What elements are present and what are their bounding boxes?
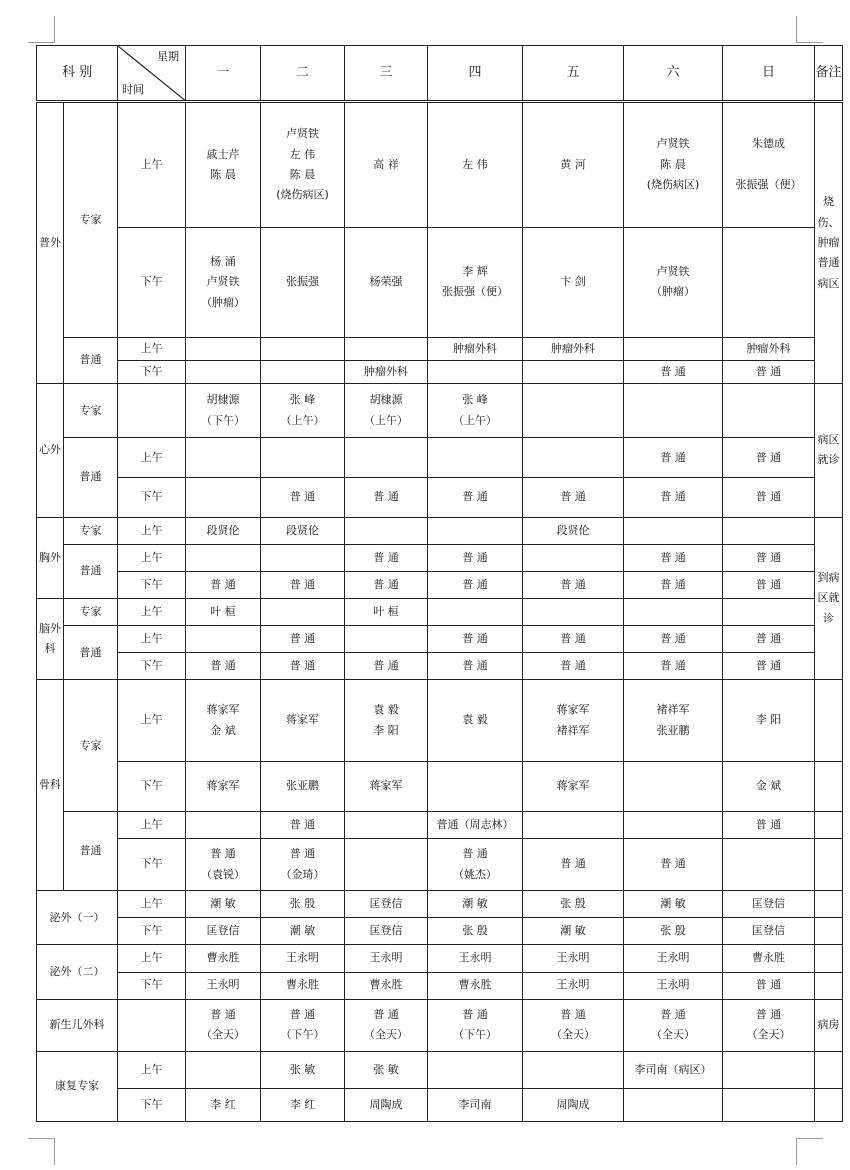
dept-miwai-1: 泌外（一） bbox=[37, 891, 118, 945]
schedule-cell bbox=[523, 1051, 624, 1089]
schedule-cell: 普 通 bbox=[345, 571, 428, 598]
schedule-cell bbox=[186, 338, 261, 361]
schedule-cell: 李 辉 张振强（便） bbox=[428, 227, 523, 338]
schedule-cell bbox=[261, 544, 345, 571]
type-general: 普通 bbox=[64, 626, 118, 680]
schedule-cell bbox=[523, 438, 624, 478]
time-am: 上午 bbox=[118, 891, 186, 918]
time-pm: 下午 bbox=[118, 761, 186, 811]
dept-xinshenger: 新生儿外科 bbox=[37, 999, 118, 1051]
schedule-cell bbox=[523, 811, 624, 838]
note-empty bbox=[815, 680, 843, 761]
schedule-cell bbox=[428, 599, 523, 626]
note-puwai: 烧伤、肿瘤普通病区 bbox=[815, 102, 843, 384]
schedule-cell: 匡登信 bbox=[186, 918, 261, 945]
schedule-cell: 王永明 bbox=[428, 945, 523, 972]
header-department: 科 别 bbox=[37, 46, 118, 102]
schedule-cell bbox=[523, 544, 624, 571]
schedule-cell: 蒋家军 bbox=[523, 761, 624, 811]
schedule-cell bbox=[261, 338, 345, 361]
schedule-cell bbox=[428, 361, 523, 384]
schedule-cell bbox=[261, 438, 345, 478]
schedule-cell: 普 通 bbox=[723, 544, 815, 571]
type-general: 普通 bbox=[64, 338, 118, 384]
schedule-cell: 杨荣强 bbox=[345, 227, 428, 338]
note-empty bbox=[815, 761, 843, 811]
schedule-cell: 普 通 bbox=[723, 811, 815, 838]
schedule-cell: 张 殷 bbox=[261, 891, 345, 918]
note-empty bbox=[815, 972, 843, 999]
schedule-cell bbox=[523, 384, 624, 438]
header-diagonal-cell bbox=[118, 46, 186, 102]
schedule-cell: 段贤伦 bbox=[186, 517, 261, 544]
schedule-cell: 张振强 bbox=[261, 227, 345, 338]
note-empty bbox=[815, 811, 843, 838]
schedule-cell: 段贤伦 bbox=[261, 517, 345, 544]
schedule-cell: 金 斌 bbox=[723, 761, 815, 811]
schedule-cell bbox=[624, 384, 723, 438]
schedule-cell: 普 通 bbox=[624, 839, 723, 891]
schedule-cell: 曹永胜 bbox=[428, 972, 523, 999]
time-empty bbox=[118, 384, 186, 438]
schedule-cell: 王永明 bbox=[345, 945, 428, 972]
crop-mark-top-right bbox=[796, 16, 823, 43]
schedule-cell: 王永明 bbox=[523, 945, 624, 972]
schedule-cell: 普 通 bbox=[624, 438, 723, 478]
dept-kangfu: 康复专家 bbox=[37, 1051, 118, 1121]
header-weekday: 星期 bbox=[157, 50, 180, 63]
schedule-cell: 普 通 （全天） bbox=[345, 999, 428, 1051]
crop-mark-bottom-right bbox=[796, 1138, 823, 1165]
schedule-cell: 叶 桓 bbox=[345, 599, 428, 626]
schedule-cell: 肿瘤外科 bbox=[345, 361, 428, 384]
schedule-cell: 普 通 bbox=[261, 571, 345, 598]
schedule-cell: 叶 桓 bbox=[186, 599, 261, 626]
schedule-cell bbox=[723, 1051, 815, 1089]
schedule-cell bbox=[186, 626, 261, 653]
schedule-cell: 普 通 bbox=[523, 653, 624, 680]
type-expert: 专家 bbox=[64, 680, 118, 811]
schedule-cell bbox=[261, 599, 345, 626]
schedule-cell bbox=[723, 517, 815, 544]
schedule-cell: 普 通 bbox=[723, 438, 815, 478]
schedule-cell: 普 通 bbox=[523, 571, 624, 598]
time-am: 上午 bbox=[118, 544, 186, 571]
type-general: 普通 bbox=[64, 438, 118, 517]
schedule-cell: 曹永胜 bbox=[186, 945, 261, 972]
schedule-cell bbox=[186, 544, 261, 571]
schedule-cell: 张 敏 bbox=[345, 1051, 428, 1089]
schedule-cell bbox=[723, 599, 815, 626]
schedule-cell: 戚士芹 陈 晨 bbox=[186, 102, 261, 227]
header-day: 四 bbox=[428, 46, 523, 102]
schedule-cell bbox=[186, 811, 261, 838]
schedule-cell: 普 通 bbox=[523, 626, 624, 653]
schedule-cell: 王永明 bbox=[523, 972, 624, 999]
time-am: 上午 bbox=[118, 811, 186, 838]
schedule-cell: 蒋家军 bbox=[261, 680, 345, 761]
schedule-cell: 普 通 bbox=[723, 571, 815, 598]
schedule-cell: 普 通 bbox=[624, 626, 723, 653]
schedule-cell bbox=[523, 361, 624, 384]
schedule-cell bbox=[624, 811, 723, 838]
time-am: 上午 bbox=[118, 680, 186, 761]
time-pm: 下午 bbox=[118, 361, 186, 384]
header-day: 六 bbox=[624, 46, 723, 102]
schedule-cell bbox=[186, 1051, 261, 1089]
schedule-cell: 普 通 （全天） bbox=[723, 999, 815, 1051]
header-notes: 备注 bbox=[815, 46, 843, 102]
dept-xiongwai: 胸外 bbox=[37, 517, 64, 598]
schedule-cell: 普 通 bbox=[523, 478, 624, 518]
schedule-cell: 普 通 （全天） bbox=[624, 999, 723, 1051]
schedule-cell: 潮 敏 bbox=[523, 918, 624, 945]
type-expert: 专家 bbox=[64, 599, 118, 626]
schedule-cell: 李 阳 bbox=[723, 680, 815, 761]
crop-mark-top-left bbox=[28, 16, 55, 43]
time-empty bbox=[118, 999, 186, 1051]
schedule-cell: 普 通 bbox=[624, 544, 723, 571]
schedule-cell: 普 通 （姚杰） bbox=[428, 839, 523, 891]
schedule-cell: 蒋家军 褚祥军 bbox=[523, 680, 624, 761]
header-day: 二 bbox=[261, 46, 345, 102]
schedule-cell: 普 通 bbox=[523, 839, 624, 891]
schedule-cell bbox=[723, 227, 815, 338]
schedule-cell: 蒋家军 bbox=[186, 761, 261, 811]
header-day: 一 bbox=[186, 46, 261, 102]
schedule-cell: 普 通 bbox=[723, 361, 815, 384]
type-general: 普通 bbox=[64, 811, 118, 890]
schedule-cell: 普 通 bbox=[428, 478, 523, 518]
schedule-cell: 普 通 bbox=[624, 361, 723, 384]
schedule-cell: 普 通 （下午） bbox=[261, 999, 345, 1051]
schedule-cell: 王永明 bbox=[261, 945, 345, 972]
schedule-cell: 张亚鹏 bbox=[261, 761, 345, 811]
schedule-cell bbox=[186, 478, 261, 518]
schedule-cell: 卢贤铁 （肿瘤） bbox=[624, 227, 723, 338]
time-pm: 下午 bbox=[118, 571, 186, 598]
schedule-cell: 肿瘤外科 bbox=[723, 338, 815, 361]
note-empty bbox=[815, 918, 843, 945]
schedule-cell: 王永明 bbox=[624, 972, 723, 999]
schedule-cell: 卢贤铁 陈 晨 (烧伤病区) bbox=[624, 102, 723, 227]
schedule-cell: 卞 剑 bbox=[523, 227, 624, 338]
schedule-cell bbox=[428, 1051, 523, 1089]
note-empty bbox=[815, 891, 843, 918]
type-general: 普通 bbox=[64, 544, 118, 598]
schedule-cell bbox=[624, 599, 723, 626]
schedule-cell: 普 通 bbox=[723, 972, 815, 999]
schedule-cell: 蒋家军 金 斌 bbox=[186, 680, 261, 761]
time-am: 上午 bbox=[118, 945, 186, 972]
schedule-cell: 普 通 bbox=[186, 571, 261, 598]
schedule-cell: 曹永胜 bbox=[345, 972, 428, 999]
schedule-cell: 普 通 bbox=[624, 571, 723, 598]
note-xinwai: 病区就诊 bbox=[815, 384, 843, 518]
schedule-cell bbox=[186, 438, 261, 478]
type-expert: 专家 bbox=[64, 102, 118, 338]
schedule-cell: 曹永胜 bbox=[261, 972, 345, 999]
schedule-cell bbox=[624, 1089, 723, 1122]
schedule-cell: 普 通 （全天） bbox=[186, 999, 261, 1051]
schedule-cell bbox=[186, 361, 261, 384]
schedule-cell: 普 通 bbox=[186, 653, 261, 680]
time-pm: 下午 bbox=[118, 918, 186, 945]
schedule-cell bbox=[428, 438, 523, 478]
schedule-cell: 张 殷 bbox=[523, 891, 624, 918]
dept-miwai-2: 泌外（二） bbox=[37, 945, 118, 999]
schedule-cell: 肿瘤外科 bbox=[428, 338, 523, 361]
schedule-cell: 匡登信 bbox=[345, 918, 428, 945]
schedule-cell bbox=[723, 1089, 815, 1122]
schedule-cell: 普 通 （金琦） bbox=[261, 839, 345, 891]
note-empty bbox=[815, 839, 843, 891]
schedule-cell: 普 通 bbox=[345, 653, 428, 680]
schedule-cell bbox=[723, 839, 815, 891]
schedule-cell bbox=[345, 438, 428, 478]
header-day: 日 bbox=[723, 46, 815, 102]
time-pm: 下午 bbox=[118, 478, 186, 518]
time-pm: 下午 bbox=[118, 972, 186, 999]
schedule-cell: 普 通 bbox=[261, 653, 345, 680]
schedule-cell: 朱德成 张振强（便） bbox=[723, 102, 815, 227]
schedule-cell: 潮 敏 bbox=[428, 891, 523, 918]
time-am: 上午 bbox=[118, 626, 186, 653]
type-expert: 专家 bbox=[64, 384, 118, 438]
schedule-cell: 周陶成 bbox=[345, 1089, 428, 1122]
schedule-cell bbox=[345, 517, 428, 544]
time-am: 上午 bbox=[118, 1051, 186, 1089]
schedule-cell bbox=[345, 338, 428, 361]
schedule-cell: 蒋家军 bbox=[345, 761, 428, 811]
time-am: 上午 bbox=[118, 338, 186, 361]
schedule-cell: 左 伟 bbox=[428, 102, 523, 227]
schedule-cell: 普 通 bbox=[428, 544, 523, 571]
schedule-cell: 潮 敏 bbox=[186, 891, 261, 918]
schedule-cell: 张 峰 （上午） bbox=[261, 384, 345, 438]
schedule-cell: 张 殷 bbox=[624, 918, 723, 945]
dept-puwai: 普外 bbox=[37, 102, 64, 384]
schedule-cell: 匡登信 bbox=[723, 891, 815, 918]
schedule-cell: 普 通 bbox=[624, 653, 723, 680]
schedule-cell: 普 通 bbox=[723, 478, 815, 518]
header-time: 时间 bbox=[122, 83, 145, 97]
schedule-cell: 普 通 （下午） bbox=[428, 999, 523, 1051]
schedule-cell: 普 通 bbox=[261, 478, 345, 518]
schedule-cell: 胡棣源 （上午） bbox=[345, 384, 428, 438]
schedule-cell: 普 通 bbox=[428, 571, 523, 598]
schedule-cell: 李 红 bbox=[261, 1089, 345, 1122]
note-empty bbox=[815, 945, 843, 972]
schedule-cell: 周陶成 bbox=[523, 1089, 624, 1122]
schedule-cell bbox=[624, 517, 723, 544]
schedule-cell bbox=[345, 811, 428, 838]
schedule-cell: 袁 毅 李 阳 bbox=[345, 680, 428, 761]
schedule-cell bbox=[624, 338, 723, 361]
note-empty bbox=[815, 1089, 843, 1122]
schedule-cell: 杨 涌 卢贤铁 （肿瘤） bbox=[186, 227, 261, 338]
schedule-cell: 潮 敏 bbox=[624, 891, 723, 918]
schedule-cell: 肿瘤外科 bbox=[523, 338, 624, 361]
time-am: 上午 bbox=[118, 102, 186, 227]
dept-naowaike: 脑外科 bbox=[37, 599, 64, 680]
schedule-cell bbox=[428, 517, 523, 544]
schedule-cell: 黄 河 bbox=[523, 102, 624, 227]
schedule-cell: 袁 毅 bbox=[428, 680, 523, 761]
schedule-cell: 普 通 bbox=[723, 653, 815, 680]
schedule-cell: 褚祥军 张亚鹏 bbox=[624, 680, 723, 761]
time-pm: 下午 bbox=[118, 839, 186, 891]
time-am: 上午 bbox=[118, 517, 186, 544]
schedule-cell: 普 通 bbox=[428, 626, 523, 653]
schedule-cell: 李司南（病区） bbox=[624, 1051, 723, 1089]
schedule-cell: 普 通 bbox=[723, 626, 815, 653]
time-am: 上午 bbox=[118, 438, 186, 478]
dept-guke: 骨科 bbox=[37, 680, 64, 891]
schedule-cell: 普 通 bbox=[261, 811, 345, 838]
schedule-cell: 张 敏 bbox=[261, 1051, 345, 1089]
header-day: 五 bbox=[523, 46, 624, 102]
schedule-cell: 潮 敏 bbox=[261, 918, 345, 945]
schedule-cell: 普 通 bbox=[345, 478, 428, 518]
schedule-cell: 普通（周志林） bbox=[428, 811, 523, 838]
schedule-cell: 李司南 bbox=[428, 1089, 523, 1122]
schedule-cell: 曹永胜 bbox=[723, 945, 815, 972]
schedule-table bbox=[36, 45, 843, 1122]
time-am: 上午 bbox=[118, 599, 186, 626]
schedule-cell: 段贤伦 bbox=[523, 517, 624, 544]
schedule-cell: 普 通 bbox=[428, 653, 523, 680]
time-pm: 下午 bbox=[118, 1089, 186, 1122]
time-pm: 下午 bbox=[118, 653, 186, 680]
type-expert: 专家 bbox=[64, 517, 118, 544]
schedule-cell bbox=[345, 626, 428, 653]
schedule-cell bbox=[624, 761, 723, 811]
schedule-cell: 王永明 bbox=[624, 945, 723, 972]
schedule-cell: 普 通 bbox=[261, 626, 345, 653]
schedule-cell bbox=[261, 361, 345, 384]
header-day: 三 bbox=[345, 46, 428, 102]
dept-xinwai: 心外 bbox=[37, 384, 64, 518]
schedule-cell: 张 峰 （上午） bbox=[428, 384, 523, 438]
schedule-cell: 普 通 bbox=[345, 544, 428, 571]
note-empty bbox=[815, 1051, 843, 1089]
schedule-cell bbox=[523, 599, 624, 626]
crop-mark-bottom-left bbox=[28, 1138, 55, 1165]
schedule-cell bbox=[428, 761, 523, 811]
schedule-cell: 李 红 bbox=[186, 1089, 261, 1122]
schedule-cell: 高 祥 bbox=[345, 102, 428, 227]
note-xiong-nao: 到病区就诊 bbox=[815, 517, 843, 680]
schedule-cell: 王永明 bbox=[186, 972, 261, 999]
schedule-cell: 普 通 （袁锐） bbox=[186, 839, 261, 891]
schedule-cell bbox=[345, 839, 428, 891]
schedule-cell: 普 通 （全天） bbox=[523, 999, 624, 1051]
schedule-cell: 普 通 bbox=[624, 478, 723, 518]
schedule-cell: 卢贤铁 左 伟 陈 晨 (烧伤病区) bbox=[261, 102, 345, 227]
schedule-cell: 匡登信 bbox=[723, 918, 815, 945]
note-xinshenger: 病房 bbox=[815, 999, 843, 1051]
schedule-cell bbox=[723, 384, 815, 438]
schedule-cell: 胡棣源 （下午） bbox=[186, 384, 261, 438]
time-pm: 下午 bbox=[118, 227, 186, 338]
schedule-cell: 匡登信 bbox=[345, 891, 428, 918]
schedule-cell: 张 殷 bbox=[428, 918, 523, 945]
